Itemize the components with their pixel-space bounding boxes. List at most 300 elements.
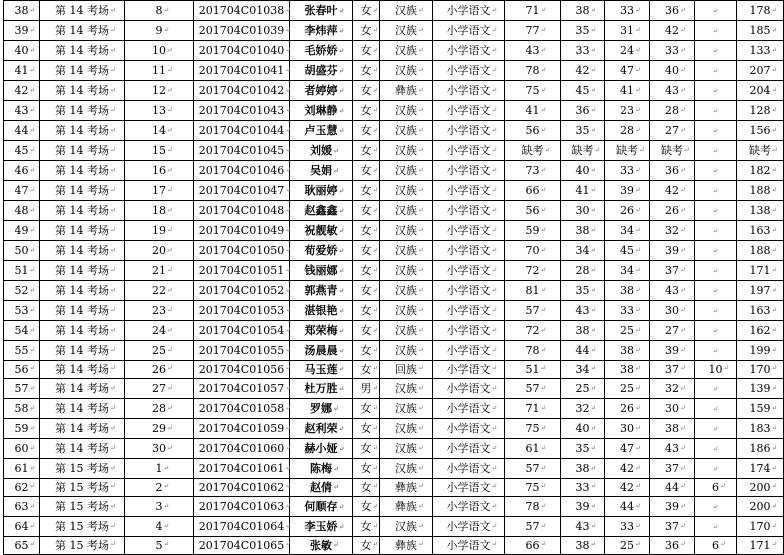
score-part-4-cell: 30 ↵ [650, 301, 695, 321]
score-part-4-cell: 43 ↵ [650, 439, 695, 459]
exam-room-cell: 第 14 考场 ↵ [40, 261, 125, 281]
score-part-1-cell: 缺考 ↵ [505, 141, 561, 161]
bonus-points-cell [695, 221, 737, 241]
score-part-3-cell: 47 ↵ [605, 439, 650, 459]
score-part-4-cell: 43 ↵ [650, 281, 695, 301]
score-part-4-cell: 44 ↵ [650, 479, 695, 497]
ticket-number-cell: 201704C01054 ↵ [194, 321, 290, 341]
student-name-cell: 汤晨晨 ↵ [290, 341, 353, 361]
ethnicity-cell: 汉族 ↵ [380, 321, 433, 341]
score-part-3-cell: 47 ↵ [605, 61, 650, 81]
bonus-points-cell [695, 181, 737, 201]
row-number-cell: 65 ↵ [4, 537, 40, 555]
bonus-points-cell: 6 ↵ [695, 537, 737, 555]
score-part-3-cell: 44 ↵ [605, 497, 650, 517]
table-row [4, 61, 784, 81]
total-score-cell: 178 ↵ [737, 1, 784, 21]
gender-cell: 女 ↵ [353, 201, 380, 221]
row-number-cell: 59 ↵ [4, 419, 40, 439]
score-part-4-cell: 37 ↵ [650, 361, 695, 379]
seat-number-cell: 23 ↵ [125, 301, 194, 321]
bonus-points-cell [695, 121, 737, 141]
score-part-4-cell: 38 ↵ [650, 419, 695, 439]
score-part-2-cell: 缺考 ↵ [561, 141, 605, 161]
gender-cell: 女 ↵ [353, 61, 380, 81]
subject-cell: 小学语文 ↵ [433, 101, 505, 121]
ticket-number-cell: 201704C01039 ↵ [194, 21, 290, 41]
exam-room-cell: 第 14 考场 ↵ [40, 419, 125, 439]
score-part-2-cell: 38 ↵ [561, 1, 605, 21]
score-part-3-cell: 26 ↵ [605, 201, 650, 221]
exam-room-cell: 第 15 考场 ↵ [40, 479, 125, 497]
row-number-cell: 55 ↵ [4, 341, 40, 361]
total-score-cell: 188 ↵ [737, 181, 784, 201]
subject-cell: 小学语文 ↵ [433, 141, 505, 161]
score-part-4-cell: 39 ↵ [650, 341, 695, 361]
score-part-1-cell: 41 ↵ [505, 101, 561, 121]
score-part-1-cell: 78 ↵ [505, 497, 561, 517]
score-part-3-cell: 41 ↵ [605, 81, 650, 101]
ticket-number-cell: 201704C01062 ↵ [194, 479, 290, 497]
student-name-cell: 李玉娇 ↵ [290, 517, 353, 537]
table-row [4, 399, 784, 419]
seat-number-cell: 3 ↵ [125, 497, 194, 517]
score-part-2-cell: 33 ↵ [561, 41, 605, 61]
gender-cell: 女 ↵ [353, 301, 380, 321]
exam-room-cell: 第 14 考场 ↵ [40, 301, 125, 321]
table-row [4, 517, 784, 537]
row-number-cell: 57 ↵ [4, 379, 40, 399]
score-part-1-cell: 57 ↵ [505, 459, 561, 479]
ethnicity-cell: 汉族 ↵ [380, 419, 433, 439]
score-part-4-cell: 36 ↵ [650, 537, 695, 555]
row-number-cell: 56 ↵ [4, 361, 40, 379]
exam-room-cell: 第 14 考场 ↵ [40, 101, 125, 121]
gender-cell: 女 ↵ [353, 41, 380, 61]
score-part-4-cell: 33 ↵ [650, 41, 695, 61]
ethnicity-cell: 汉族 ↵ [380, 41, 433, 61]
table-row [4, 221, 784, 241]
score-part-3-cell: 45 ↵ [605, 241, 650, 261]
table-row [4, 181, 784, 201]
subject-cell: 小学语文 ↵ [433, 261, 505, 281]
exam-room-cell: 第 14 考场 ↵ [40, 81, 125, 101]
score-part-2-cell: 35 ↵ [561, 439, 605, 459]
total-score-cell: 163 ↵ [737, 301, 784, 321]
score-part-4-cell: 43 ↵ [650, 81, 695, 101]
gender-cell: 女 ↵ [353, 361, 380, 379]
ticket-number-cell: 201704C01049 ↵ [194, 221, 290, 241]
score-part-1-cell: 75 ↵ [505, 479, 561, 497]
ethnicity-cell: 彝族 ↵ [380, 81, 433, 101]
row-number-cell: 54 ↵ [4, 321, 40, 341]
score-part-2-cell: 39 ↵ [561, 497, 605, 517]
score-part-4-cell: 27 ↵ [650, 121, 695, 141]
score-part-4-cell: 39 ↵ [650, 241, 695, 261]
student-name-cell: 毛娇娇 ↵ [290, 41, 353, 61]
score-part-4-cell: 缺考 ↵ [650, 141, 695, 161]
score-part-2-cell: 38 ↵ [561, 537, 605, 555]
ethnicity-cell: 彝族 ↵ [380, 537, 433, 555]
ethnicity-cell: 彝族 ↵ [380, 479, 433, 497]
subject-cell: 小学语文 ↵ [433, 181, 505, 201]
row-number-cell: 47 ↵ [4, 181, 40, 201]
ethnicity-cell: 汉族 ↵ [380, 61, 433, 81]
score-part-2-cell: 38 ↵ [561, 221, 605, 241]
total-score-cell: 163 ↵ [737, 221, 784, 241]
score-part-2-cell: 43 ↵ [561, 301, 605, 321]
gender-cell: 女 ↵ [353, 21, 380, 41]
gender-cell: 女 ↵ [353, 241, 380, 261]
score-part-1-cell: 59 ↵ [505, 221, 561, 241]
exam-room-cell: 第 14 考场 ↵ [40, 321, 125, 341]
row-number-cell: 40 ↵ [4, 41, 40, 61]
table-row [4, 101, 784, 121]
exam-room-cell: 第 14 考场 ↵ [40, 201, 125, 221]
score-part-2-cell: 34 ↵ [561, 361, 605, 379]
total-score-cell: 199 ↵ [737, 341, 784, 361]
row-number-cell: 61 ↵ [4, 459, 40, 479]
exam-room-cell: 第 14 考场 ↵ [40, 361, 125, 379]
score-part-4-cell: 37 ↵ [650, 517, 695, 537]
row-number-cell: 44 ↵ [4, 121, 40, 141]
exam-room-cell: 第 14 考场 ↵ [40, 141, 125, 161]
ticket-number-cell: 201704C01052 ↵ [194, 281, 290, 301]
ticket-number-cell: 201704C01043 ↵ [194, 101, 290, 121]
subject-cell: 小学语文 ↵ [433, 399, 505, 419]
bonus-points-cell [695, 201, 737, 221]
table-row [4, 1, 784, 21]
ethnicity-cell: 汉族 ↵ [380, 261, 433, 281]
score-part-3-cell: 31 ↵ [605, 21, 650, 41]
subject-cell: 小学语文 ↵ [433, 537, 505, 555]
score-part-1-cell: 77 ↵ [505, 21, 561, 41]
score-part-1-cell: 66 ↵ [505, 537, 561, 555]
table-row [4, 479, 784, 497]
subject-cell: 小学语文 ↵ [433, 221, 505, 241]
subject-cell: 小学语文 ↵ [433, 241, 505, 261]
score-sheet [3, 0, 784, 555]
gender-cell: 女 ↵ [353, 537, 380, 555]
student-name-cell: 吴娟 ↵ [290, 161, 353, 181]
gender-cell: 女 ↵ [353, 1, 380, 21]
gender-cell: 女 ↵ [353, 141, 380, 161]
table-row [4, 341, 784, 361]
score-part-3-cell: 34 ↵ [605, 261, 650, 281]
table-body [4, 1, 784, 555]
score-part-3-cell: 25 ↵ [605, 379, 650, 399]
ethnicity-cell: 汉族 ↵ [380, 101, 433, 121]
ethnicity-cell: 汉族 ↵ [380, 161, 433, 181]
subject-cell: 小学语文 ↵ [433, 41, 505, 61]
seat-number-cell: 9 ↵ [125, 21, 194, 41]
student-name-cell: 李炜萍 ↵ [290, 21, 353, 41]
ethnicity-cell: 汉族 ↵ [380, 399, 433, 419]
score-part-2-cell: 42 ↵ [561, 61, 605, 81]
table-row [4, 419, 784, 439]
score-part-1-cell: 72 ↵ [505, 261, 561, 281]
bonus-points-cell [695, 81, 737, 101]
total-score-cell: 170 ↵ [737, 361, 784, 379]
student-name-cell: 赵利荣 ↵ [290, 419, 353, 439]
bonus-points-cell [695, 341, 737, 361]
row-number-cell: 48 ↵ [4, 201, 40, 221]
subject-cell: 小学语文 ↵ [433, 21, 505, 41]
ticket-number-cell: 201704C01048 ↵ [194, 201, 290, 221]
seat-number-cell: 24 ↵ [125, 321, 194, 341]
row-number-cell: 50 ↵ [4, 241, 40, 261]
bonus-points-cell [695, 281, 737, 301]
bonus-points-cell: 6 ↵ [695, 479, 737, 497]
score-part-4-cell: 39 ↵ [650, 497, 695, 517]
score-part-1-cell: 43 ↵ [505, 41, 561, 61]
table-row [4, 439, 784, 459]
total-score-cell: 183 ↵ [737, 419, 784, 439]
gender-cell: 女 ↵ [353, 517, 380, 537]
subject-cell: 小学语文 ↵ [433, 301, 505, 321]
total-score-cell: 188 ↵ [737, 241, 784, 261]
table-row [4, 261, 784, 281]
student-name-cell: 赫小娅 ↵ [290, 439, 353, 459]
student-name-cell: 刘琳静 ↵ [290, 101, 353, 121]
table-row [4, 537, 784, 555]
row-number-cell: 62 ↵ [4, 479, 40, 497]
total-score-cell: 174 ↵ [737, 459, 784, 479]
score-part-2-cell: 44 ↵ [561, 341, 605, 361]
row-number-cell: 64 ↵ [4, 517, 40, 537]
score-part-3-cell: 33 ↵ [605, 517, 650, 537]
gender-cell: 女 ↵ [353, 321, 380, 341]
gender-cell: 女 ↵ [353, 459, 380, 479]
table-row [4, 41, 784, 61]
bonus-points-cell [695, 21, 737, 41]
ticket-number-cell: 201704C01051 ↵ [194, 261, 290, 281]
score-part-1-cell: 71 ↵ [505, 399, 561, 419]
seat-number-cell: 18 ↵ [125, 201, 194, 221]
seat-number-cell: 11 ↵ [125, 61, 194, 81]
gender-cell: 女 ↵ [353, 479, 380, 497]
total-score-cell: 171 ↵ [737, 261, 784, 281]
student-name-cell: 荀爱娇 ↵ [290, 241, 353, 261]
row-number-cell: 58 ↵ [4, 399, 40, 419]
ticket-number-cell: 201704C01063 ↵ [194, 497, 290, 517]
subject-cell: 小学语文 ↵ [433, 419, 505, 439]
row-number-cell: 43 ↵ [4, 101, 40, 121]
total-score-cell: 200 ↵ [737, 479, 784, 497]
ticket-number-cell: 201704C01055 ↵ [194, 341, 290, 361]
score-part-2-cell: 40 ↵ [561, 419, 605, 439]
ethnicity-cell: 汉族 ↵ [380, 517, 433, 537]
subject-cell: 小学语文 ↵ [433, 201, 505, 221]
subject-cell: 小学语文 ↵ [433, 321, 505, 341]
ticket-number-cell: 201704C01040 ↵ [194, 41, 290, 61]
exam-room-cell: 第 14 考场 ↵ [40, 181, 125, 201]
student-name-cell: 赵鑫鑫 ↵ [290, 201, 353, 221]
total-score-cell: 138 ↵ [737, 201, 784, 221]
exam-room-cell: 第 14 考场 ↵ [40, 41, 125, 61]
bonus-points-cell [695, 321, 737, 341]
seat-number-cell: 21 ↵ [125, 261, 194, 281]
seat-number-cell: 2 ↵ [125, 479, 194, 497]
score-part-3-cell: 28 ↵ [605, 121, 650, 141]
gender-cell: 女 ↵ [353, 399, 380, 419]
total-score-cell: 207 ↵ [737, 61, 784, 81]
gender-cell: 女 ↵ [353, 221, 380, 241]
row-number-cell: 46 ↵ [4, 161, 40, 181]
ticket-number-cell: 201704C01038 ↵ [194, 1, 290, 21]
row-number-cell: 41 ↵ [4, 61, 40, 81]
ticket-number-cell: 201704C01058 ↵ [194, 399, 290, 419]
score-part-3-cell: 38 ↵ [605, 341, 650, 361]
subject-cell: 小学语文 ↵ [433, 479, 505, 497]
ethnicity-cell: 汉族 ↵ [380, 341, 433, 361]
ticket-number-cell: 201704C01044 ↵ [194, 121, 290, 141]
ethnicity-cell: 汉族 ↵ [380, 1, 433, 21]
student-name-cell: 祝靓敏 ↵ [290, 221, 353, 241]
student-name-cell: 湛银艳 ↵ [290, 301, 353, 321]
score-part-3-cell: 34 ↵ [605, 221, 650, 241]
seat-number-cell: 14 ↵ [125, 121, 194, 141]
score-part-4-cell: 36 ↵ [650, 1, 695, 21]
seat-number-cell: 16 ↵ [125, 161, 194, 181]
student-name-cell: 卢玉慧 ↵ [290, 121, 353, 141]
table-row [4, 241, 784, 261]
score-part-1-cell: 56 ↵ [505, 201, 561, 221]
score-part-1-cell: 61 ↵ [505, 439, 561, 459]
total-score-cell: 133 ↵ [737, 41, 784, 61]
seat-number-cell: 19 ↵ [125, 221, 194, 241]
ethnicity-cell: 汉族 ↵ [380, 301, 433, 321]
student-name-cell: 张春叶 ↵ [290, 1, 353, 21]
bonus-points-cell [695, 1, 737, 21]
seat-number-cell: 28 ↵ [125, 399, 194, 419]
score-part-3-cell: 23 ↵ [605, 101, 650, 121]
row-number-cell: 49 ↵ [4, 221, 40, 241]
table-row [4, 361, 784, 379]
ethnicity-cell: 汉族 ↵ [380, 379, 433, 399]
row-number-cell: 63 ↵ [4, 497, 40, 517]
score-part-3-cell: 33 ↵ [605, 301, 650, 321]
exam-room-cell: 第 14 考场 ↵ [40, 341, 125, 361]
score-part-3-cell: 38 ↵ [605, 281, 650, 301]
seat-number-cell: 1 ↵ [125, 459, 194, 479]
seat-number-cell: 5 ↵ [125, 537, 194, 555]
ethnicity-cell: 汉族 ↵ [380, 141, 433, 161]
row-number-cell: 39 ↵ [4, 21, 40, 41]
total-score-cell: 185 ↵ [737, 21, 784, 41]
score-part-1-cell: 56 ↵ [505, 121, 561, 141]
bonus-points-cell [695, 497, 737, 517]
subject-cell: 小学语文 ↵ [433, 341, 505, 361]
exam-room-cell: 第 14 考场 ↵ [40, 1, 125, 21]
score-part-1-cell: 66 ↵ [505, 181, 561, 201]
ethnicity-cell: 汉族 ↵ [380, 459, 433, 479]
subject-cell: 小学语文 ↵ [433, 61, 505, 81]
score-part-4-cell: 32 ↵ [650, 379, 695, 399]
gender-cell: 男 ↵ [353, 379, 380, 399]
score-part-1-cell: 57 ↵ [505, 517, 561, 537]
seat-number-cell: 30 ↵ [125, 439, 194, 459]
score-part-1-cell: 71 ↵ [505, 1, 561, 21]
bonus-points-cell: 10 ↵ [695, 361, 737, 379]
student-name-cell: 赵倩 ↵ [290, 479, 353, 497]
ethnicity-cell: 汉族 ↵ [380, 201, 433, 221]
score-part-3-cell: 42 ↵ [605, 479, 650, 497]
exam-room-cell: 第 14 考场 ↵ [40, 21, 125, 41]
score-part-1-cell: 75 ↵ [505, 81, 561, 101]
table-row [4, 301, 784, 321]
score-part-3-cell: 25 ↵ [605, 537, 650, 555]
score-part-2-cell: 28 ↵ [561, 261, 605, 281]
exam-room-cell: 第 14 考场 ↵ [40, 379, 125, 399]
score-part-1-cell: 57 ↵ [505, 379, 561, 399]
ticket-number-cell: 201704C01045 ↵ [194, 141, 290, 161]
exam-room-cell: 第 14 考场 ↵ [40, 399, 125, 419]
bonus-points-cell [695, 439, 737, 459]
score-part-2-cell: 41 ↵ [561, 181, 605, 201]
ticket-number-cell: 201704C01047 ↵ [194, 181, 290, 201]
seat-number-cell: 10 ↵ [125, 41, 194, 61]
student-name-cell: 马玉莲 ↵ [290, 361, 353, 379]
row-number-cell: 51 ↵ [4, 261, 40, 281]
subject-cell: 小学语文 ↵ [433, 497, 505, 517]
score-part-1-cell: 51 ↵ [505, 361, 561, 379]
total-score-cell: 162 ↵ [737, 321, 784, 341]
exam-room-cell: 第 14 考场 ↵ [40, 221, 125, 241]
score-part-4-cell: 32 ↵ [650, 221, 695, 241]
score-part-1-cell: 72 ↵ [505, 321, 561, 341]
gender-cell: 女 ↵ [353, 419, 380, 439]
ethnicity-cell: 汉族 ↵ [380, 121, 433, 141]
subject-cell: 小学语文 ↵ [433, 459, 505, 479]
exam-room-cell: 第 14 考场 ↵ [40, 121, 125, 141]
score-part-2-cell: 36 ↵ [561, 101, 605, 121]
row-number-cell: 60 ↵ [4, 439, 40, 459]
ticket-number-cell: 201704C01059 ↵ [194, 419, 290, 439]
table-row [4, 141, 784, 161]
table-row [4, 201, 784, 221]
gender-cell: 女 ↵ [353, 341, 380, 361]
seat-number-cell: 29 ↵ [125, 419, 194, 439]
total-score-cell: 186 ↵ [737, 439, 784, 459]
bonus-points-cell [695, 419, 737, 439]
ticket-number-cell: 201704C01061 ↵ [194, 459, 290, 479]
table-row [4, 459, 784, 479]
student-name-cell: 胡盛芬 ↵ [290, 61, 353, 81]
bonus-points-cell [695, 261, 737, 281]
score-part-1-cell: 57 ↵ [505, 301, 561, 321]
row-number-cell: 38 ↵ [4, 1, 40, 21]
score-part-2-cell: 38 ↵ [561, 321, 605, 341]
score-part-4-cell: 40 ↵ [650, 61, 695, 81]
table-row [4, 81, 784, 101]
exam-room-cell: 第 14 考场 ↵ [40, 161, 125, 181]
score-part-1-cell: 78 ↵ [505, 61, 561, 81]
score-part-3-cell: 缺考 ↵ [605, 141, 650, 161]
subject-cell: 小学语文 ↵ [433, 161, 505, 181]
exam-room-cell: 第 15 考场 ↵ [40, 517, 125, 537]
subject-cell: 小学语文 ↵ [433, 1, 505, 21]
student-name-cell: 钱丽娜 ↵ [290, 261, 353, 281]
score-part-4-cell: 42 ↵ [650, 21, 695, 41]
score-part-1-cell: 81 ↵ [505, 281, 561, 301]
bonus-points-cell [695, 101, 737, 121]
exam-room-cell: 第 14 考场 ↵ [40, 61, 125, 81]
gender-cell: 女 ↵ [353, 281, 380, 301]
exam-room-cell: 第 15 考场 ↵ [40, 497, 125, 517]
subject-cell: 小学语文 ↵ [433, 361, 505, 379]
exam-room-cell: 第 14 考场 ↵ [40, 439, 125, 459]
